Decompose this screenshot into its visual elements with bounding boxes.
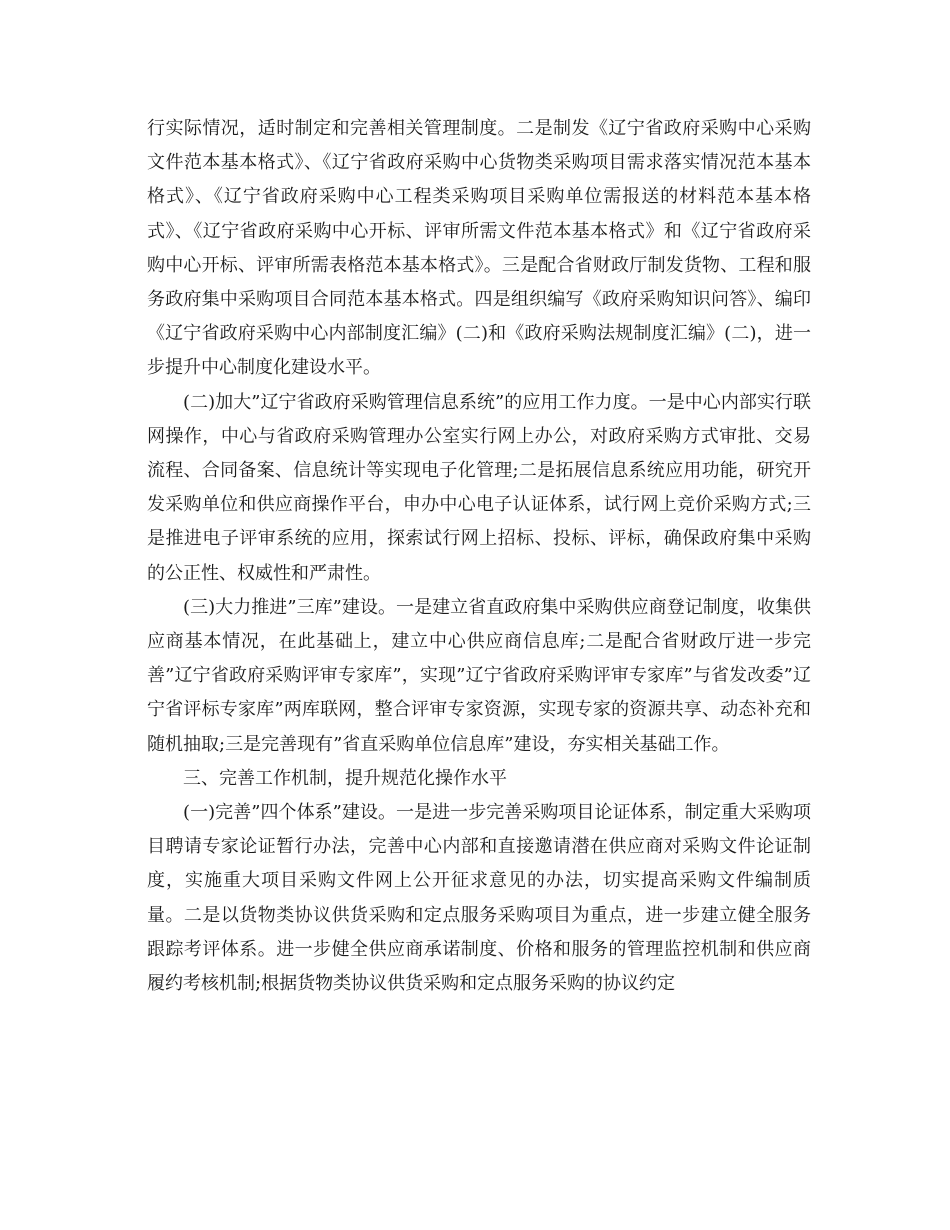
paragraph-four-systems: (一)完善”四个体系”建设。一是进一步完善采购项目论证体系，制定重大采购项目聘请专家论证暂行办法，完善中心内部和直接邀请潜在供应商对采购文件论证制度，实施重大项目采购文件网上公开征求意见的办法，切实提高采购文件编制质量。二是以货物类协议供货采购和定点服务采购项目为重点，进一步建立健全服务跟踪考评体系。进一步健全供应商承诺制度、价格和服务的管理监控机制和供应商履约考核机制;根据货物类协议供货采购和定点服务采购的协议约定 bbox=[147, 802, 811, 995]
section-heading: 三、完善工作机制，提升规范化操作水平 bbox=[183, 767, 507, 789]
document-body bbox=[147, 112, 811, 1001]
paragraph-continuation: 行实际情况，适时制定和完善相关管理制度。二是制发《辽宁省政府采购中心采购文件范本基本格式》、《辽宁省政府采购中心货物类采购项目需求落实情况范本基本格式》、《辽宁省政府采购中心工程类采购项目采购单位需报送的材料范本基本格式》、《辽宁省政府采购中心开标、评审所需文件范本基本格式》和《辽宁省政府采购中心开标、评审所需表格范本基本格式》。三是配合省财政厅制发货物、工程和服务政府集中采购项目合同范本基本格式。四是组织编写《政府采购知识问答》、编印《辽宁省政府采购中心内部制度汇编》(二)和《政府采购法规制度汇编》(二)，进一步提升中心制度化建设水平。 bbox=[147, 118, 811, 379]
paragraph-info-system: (二)加大”辽宁省政府采购管理信息系统”的应用工作力度。一是中心内部实行联网操作，中心与省政府采购管理办公室实行网上办公，对政府采购方式审批、交易流程、合同备案、信息统计等实现电子化管理;二是拓展信息系统应用功能，研究开发采购单位和供应商操作平台，申办中心电子认证体系，试行网上竞价采购方式;三是推进电子评审系统的应用，探索试行网上招标、投标、评标，确保政府集中采购的公正性、权威性和严肃性。 bbox=[147, 391, 811, 584]
paragraph-three-databases: (三)大力推进”三库”建设。一是建立省直政府集中采购供应商登记制度，收集供应商基本情况，在此基础上，建立中心供应商信息库;二是配合省财政厅进一步完善”辽宁省政府采购评审专家库”，实现”辽宁省政府采购评审专家库”与省发改委”辽宁省评标专家库”两库联网，整合评审专家资源，实现专家的资源共享、动态补充和随机抽取;三是完善现有”省直采购单位信息库”建设，夯实相关基础工作。 bbox=[147, 596, 811, 755]
